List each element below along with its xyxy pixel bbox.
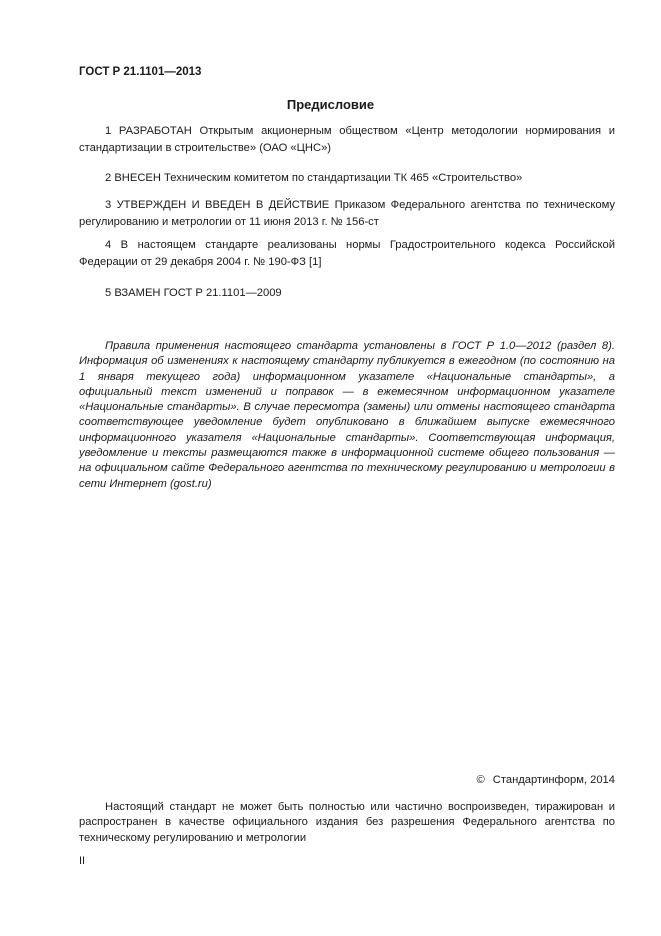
preface-item-3: 3 УТВЕРЖДЕН И ВВЕДЕН В ДЕЙСТВИЕ Приказом Федерального агентства по техническому регулированию и метрологии от 11 июня 2013 г. № 156-ст	[79, 199, 615, 228]
document-code: ГОСТ Р 21.1101—2013	[79, 66, 202, 78]
copyright-text: Стандартинформ, 2014	[492, 774, 615, 786]
copyright-line	[477, 774, 615, 786]
page-number: II	[79, 855, 86, 867]
preface-item-1: 1 РАЗРАБОТАН Открытым акционерным обществом «Центр методологии нормирования и стандартизации в строительстве» (ОАО «ЦНС»)	[79, 125, 615, 154]
preface-item-2: 2 ВНЕСЕН Техническим комитетом по стандартизации ТК 465 «Строительство»	[105, 172, 523, 184]
reproduction-notice: Настоящий стандарт не может быть полностью или частично воспроизведен, тиражирован и распространен в качестве официального издания без разрешения Федерального агентства по техническому регулированию и метрологии	[79, 801, 615, 844]
preface-item-5: 5 ВЗАМЕН ГОСТ Р 21.1101—2009	[105, 287, 282, 299]
preface-item-4: 4 В настоящем стандарте реализованы нормы Градостроительного кодекса Российской Федерации от 29 декабря 2004 г. № 190-ФЗ [1]	[79, 239, 615, 268]
section-title: Предисловие	[286, 97, 375, 112]
application-notice: Правила применения настоящего стандарта установлены в ГОСТ Р 1.0—2012 (раздел 8). Информация об изменениях к настоящему стандарту публикуется в ежегодном (по состоянию на 1 января текущего года) информационном указателе «Национальные стандарты», а официальный текст изменений и поправок — в ежемесячном информационном указателе «Национальные стандарты». В случае пересмотра (замены) или отмены настоящего стандарта соответствующее уведомление будет опубликовано в ближайшем выпуске ежемесячного информационного указателя «Национальные стандарты». Соответствующая информация, уведомление и тексты размещаются также в информационной системе общего пользования — на официальном сайте Федерального агентства по техническому регулированию и метрологии в сети Интернет (gost.ru)	[79, 340, 615, 490]
copyright-symbol: ©	[476, 774, 485, 786]
